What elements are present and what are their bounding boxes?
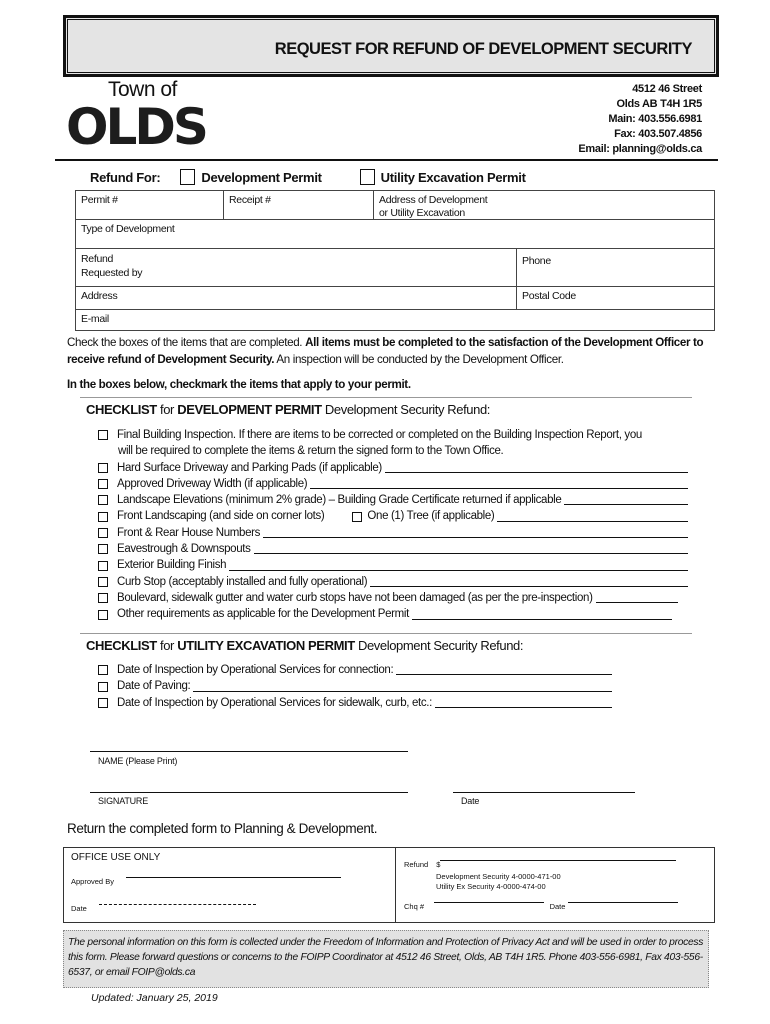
blank-line [370,586,688,587]
tree-checkbox[interactable] [352,512,362,522]
cheque-label: Chq # [404,902,425,911]
dev-checklist [98,427,688,623]
blank-line[interactable] [396,674,612,675]
blank-line [596,602,678,603]
blank-line [385,472,688,473]
signature-label: SIGNATURE [98,796,149,806]
checklist-item [98,678,612,694]
logo-town-of: Town of [108,78,177,101]
checklist-item [98,557,688,573]
h-rest: Development Security Refund: [321,402,491,417]
office-date-line[interactable] [99,904,256,905]
item-label-cont: will be required to complete the items & return the signed form to the Town Office. [118,445,504,458]
checkbox[interactable] [98,479,108,489]
refund-for-row [90,169,526,185]
email-label: E-mail [81,313,109,325]
item-label: Other requirements as applicable for the Development Permit [117,608,409,621]
main-phone: Main: 403.556.6981 [608,113,702,125]
contact-address [578,82,702,157]
item-label: Hard Surface Driveway and Parking Pads (if applicable) [117,461,382,474]
item-label: Front & Rear House Numbers [117,526,261,539]
dollar-sign: $ [436,860,441,869]
name-label: NAME (Please Print) [98,756,178,766]
development-permit-checkbox[interactable] [180,169,195,185]
email: Email: planning@olds.ca [578,143,702,155]
permit-label: Permit # [81,194,118,206]
address-label: Address [81,290,118,302]
office-title: OFFICE USE ONLY [71,852,161,863]
requested-by-label-2: Requested by [81,267,143,279]
office-date-label: Date [71,904,87,913]
approved-by-label: Approved By [71,877,114,886]
refund-for-label: Refund For: [90,169,161,185]
item-label: Curb Stop (acceptably installed and fully operational) [117,575,368,588]
type-of-development-field[interactable] [76,220,714,248]
dev-security-account: Development Security 4-0000-471-00 [436,872,561,881]
item-label: Final Building Inspection. If there are items to be corrected or completed on the Building Inspection Report, you [117,429,642,441]
utility-excavation-checkbox[interactable] [360,169,375,185]
applicant-table [75,190,715,331]
checklist-item [98,427,688,443]
approved-by-line[interactable] [126,877,341,878]
checklist-item [98,574,688,590]
instructions-checkmark: In the boxes below, checkmark the items that apply to your permit. [67,378,411,391]
util-checklist [98,662,612,711]
item-label: Boulevard, sidewalk gutter and water curb stops have not been damaged (as per the pre-inspection) [117,591,593,604]
office-left [64,848,396,922]
checkbox[interactable] [98,528,108,538]
instructions-bold: All items must be completed to the satisfaction of the Development Officer to receive refund of Development Security. [67,336,704,366]
receipt-number-field[interactable] [223,191,373,219]
address-dev-label: Address of Development [379,194,488,206]
city: Olds AB T4H 1R5 [616,98,702,110]
checkbox[interactable] [98,495,108,505]
divider [80,633,692,634]
development-address-field[interactable] [373,191,714,219]
item-label: Front Landscaping (and side on corner lots) [117,510,325,523]
refund-label: Refund [404,860,429,869]
address-field[interactable] [76,287,516,309]
office-right [396,848,714,922]
blank-line [497,521,688,522]
checkbox[interactable] [98,544,108,554]
cheque-line[interactable] [434,902,544,903]
date-label: Date [461,796,480,806]
instructions [67,334,707,393]
checklist-item [98,590,688,606]
checkbox[interactable] [98,561,108,571]
blank-line[interactable] [435,707,612,708]
postal-label: Postal Code [522,290,576,302]
blank-line[interactable] [193,691,612,692]
date-line[interactable] [453,792,635,793]
checkbox[interactable] [98,463,108,473]
item-label: Exterior Building Finish [117,559,227,572]
checkbox[interactable] [98,430,108,440]
item-label: Eavestrough & Downspouts [117,543,251,556]
street: 4512 46 Street [632,83,702,95]
util-checklist-heading [86,638,523,653]
foip-notice: The personal information on this form is collected under the Freedom of Information and Protection of Privacy Act and will be used in order to process this form. Please forward questions or concerns to the FOIPP Coordinator at 4512 46 Street, Olds, AB T4H 1R5. Phone 403-556-6981, Fax 403-556-6537, or email FOIP@olds.ca [63,930,709,988]
item-label: Date of Inspection by Operational Services for connection: [117,664,394,676]
blank-line [229,570,688,571]
h-checklist: CHECKLIST [86,638,157,653]
checkbox[interactable] [98,682,108,692]
utility-excavation-label: Utility Excavation Permit [380,169,526,185]
h-checklist: CHECKLIST [86,402,157,417]
checklist-item [98,695,612,711]
blank-line [310,488,688,489]
divider [55,159,718,161]
checklist-item [98,460,688,476]
checkbox[interactable] [98,577,108,587]
checklist-item [98,541,688,557]
refund-amount-line[interactable] [440,860,676,861]
blank-line [263,537,688,538]
h-for: for [156,402,178,417]
blank-line [254,553,688,554]
cheque-date-line[interactable] [568,902,678,903]
checklist-item [98,508,688,524]
requested-by-field[interactable] [76,249,516,286]
dev-checklist-heading [86,402,490,417]
email-field[interactable] [76,310,714,330]
h-for: for [156,638,178,653]
checkbox[interactable] [98,512,108,522]
item-label: Date of Paving: [117,680,191,693]
checklist-item [98,606,688,622]
postal-code-field[interactable] [516,287,714,309]
checkbox[interactable] [98,665,108,675]
form-title: REQUEST FOR REFUND OF DEVELOPMENT SECURITY [274,40,692,58]
tree-label: One (1) Tree (if applicable) [367,510,495,523]
development-permit-label: Development Permit [201,169,322,185]
checkbox[interactable] [98,610,108,620]
item-label: Approved Driveway Width (if applicable) [117,477,308,490]
permit-number-field[interactable] [76,191,223,219]
checklist-item [98,492,688,508]
blank-line [412,619,672,620]
checkbox[interactable] [98,698,108,708]
instructions-text: Check the boxes of the items that are completed. [67,336,306,349]
cheque-date-label: Date [549,902,566,911]
h-util: UTILITY EXCAVATION PERMIT [177,638,355,653]
blank-line [564,504,688,505]
type-label: Type of Development [81,223,175,235]
requested-by-label: Refund [81,253,114,265]
instructions-end: An inspection will be conducted by the Development Officer. [274,353,564,366]
phone-label: Phone [522,255,551,267]
checkbox[interactable] [98,593,108,603]
item-label: Landscape Elevations (minimum 2% grade) – Building Grade Certificate returned if applicable [117,494,562,507]
office-use-box [63,847,715,923]
signature-line[interactable] [90,792,408,793]
address-dev-label-2: or Utility Excavation [379,207,465,219]
logo-olds: OLDS [66,98,206,156]
h-rest: Development Security Refund: [354,638,524,653]
item-label: Date of Inspection by Operational Services for sidewalk, curb, etc.: [117,696,432,709]
receipt-label: Receipt # [229,194,271,206]
divider [80,397,692,398]
checklist-item [98,662,612,678]
updated-date: Updated: January 25, 2019 [91,992,218,1004]
h-dev: DEVELOPMENT PERMIT [177,402,322,417]
title-banner [65,17,717,75]
util-security-account: Utility Ex Security 4-0000-474-00 [436,882,546,891]
phone-field[interactable] [516,249,714,286]
checklist-item [98,525,688,541]
return-instructions: Return the completed form to Planning & Development. [67,821,378,836]
fax: Fax: 403.507.4856 [614,128,702,140]
checklist-item [98,476,688,492]
name-line[interactable] [90,751,408,752]
